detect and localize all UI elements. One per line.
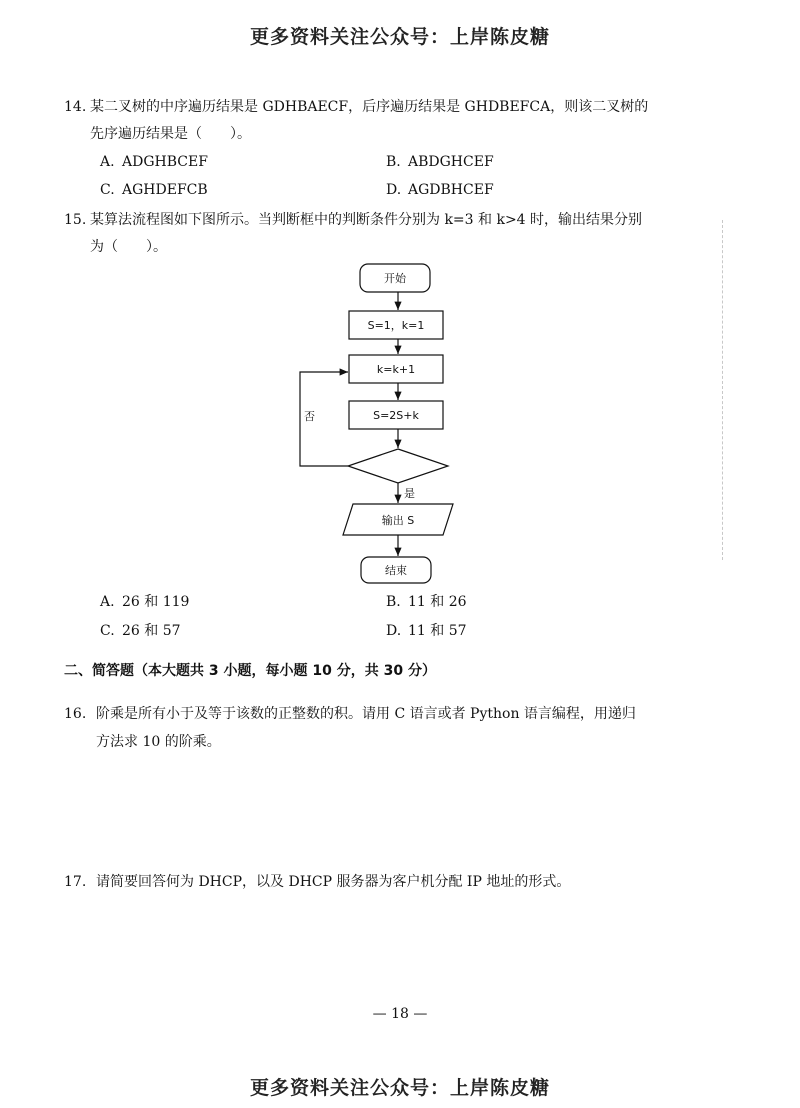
q16-stem-line1: 阶乘是所有小于及等于该数的正整数的积。请用 C 语言或者 Python 语言编程，用递归 (96, 706, 636, 722)
flowchart-yes-label: 是 (404, 487, 415, 500)
option-text: ABDGHCEF (408, 154, 494, 170)
q17-stem-line1: 请简要回答何为 DHCP，以及 DHCP 服务器为客户机分配 IP 地址的形式。 (96, 874, 571, 890)
q15-stem-line2: 为（ ）。 (90, 239, 167, 255)
q15-stem-line1: 某算法流程图如下图所示。当判断框中的判断条件分别为 k=3 和 k>4 时，输出结果分别 (90, 212, 643, 228)
option-text: 26 和 119 (122, 594, 190, 610)
flowchart-init-label: S=1，k=1 (367, 319, 425, 332)
option-text: 11 和 57 (408, 623, 467, 639)
q17-number: 17. (64, 874, 87, 890)
option-text: 26 和 57 (122, 623, 181, 639)
option-letter: D. (386, 623, 402, 639)
footer-banner: 更多资料关注公众号：上岸陈皮糖 (249, 1077, 550, 1099)
option-text: ADGHBCEF (122, 154, 208, 170)
flowchart-start-label: 开始 (384, 272, 406, 285)
header-banner: 更多资料关注公众号：上岸陈皮糖 (249, 26, 550, 48)
option-letter: C. (100, 623, 115, 639)
q15-option-c (100, 622, 181, 640)
q14-stem-line1: 某二叉树的中序遍历结果是 GDHBAECF，后序遍历结果是 GHDBEFCA，则该二叉树的 (90, 99, 649, 115)
q15-option-b (386, 593, 467, 611)
q15-number: 15. (64, 212, 87, 228)
q14-stem-line2: 先序遍历结果是（ ）。 (90, 126, 251, 142)
flowchart-output-label: 输出 S (381, 514, 415, 527)
option-letter: B. (386, 594, 401, 610)
flowchart-no-label: 否 (304, 410, 315, 423)
flowchart-step2-label: S=2S+k (373, 409, 419, 422)
section-title: 二、简答题（本大题共 3 小题，每小题 10 分，共 30 分） (64, 663, 436, 679)
flowchart-step1-label: k=k+1 (376, 363, 416, 376)
q16-number: 16. (64, 706, 87, 722)
option-text: AGHDEFCB (122, 182, 208, 198)
q16-stem-line2: 方法求 10 的阶乘。 (96, 734, 221, 750)
option-letter: C. (100, 182, 115, 198)
page-number: — 18 — (372, 1006, 428, 1022)
flowchart-end-label: 结束 (385, 564, 407, 577)
scan-edge-mark (722, 220, 723, 560)
option-text: 11 和 26 (408, 594, 467, 610)
option-text: AGDBHCEF (408, 182, 494, 198)
flowchart-decision-node (348, 449, 448, 483)
option-letter: B. (386, 154, 401, 170)
option-letter: A. (100, 154, 115, 170)
option-letter: A. (100, 594, 115, 610)
option-letter: D. (386, 182, 402, 198)
q15-option-d (386, 622, 467, 640)
q15-option-a (100, 593, 189, 611)
q14-number: 14. (64, 99, 87, 115)
